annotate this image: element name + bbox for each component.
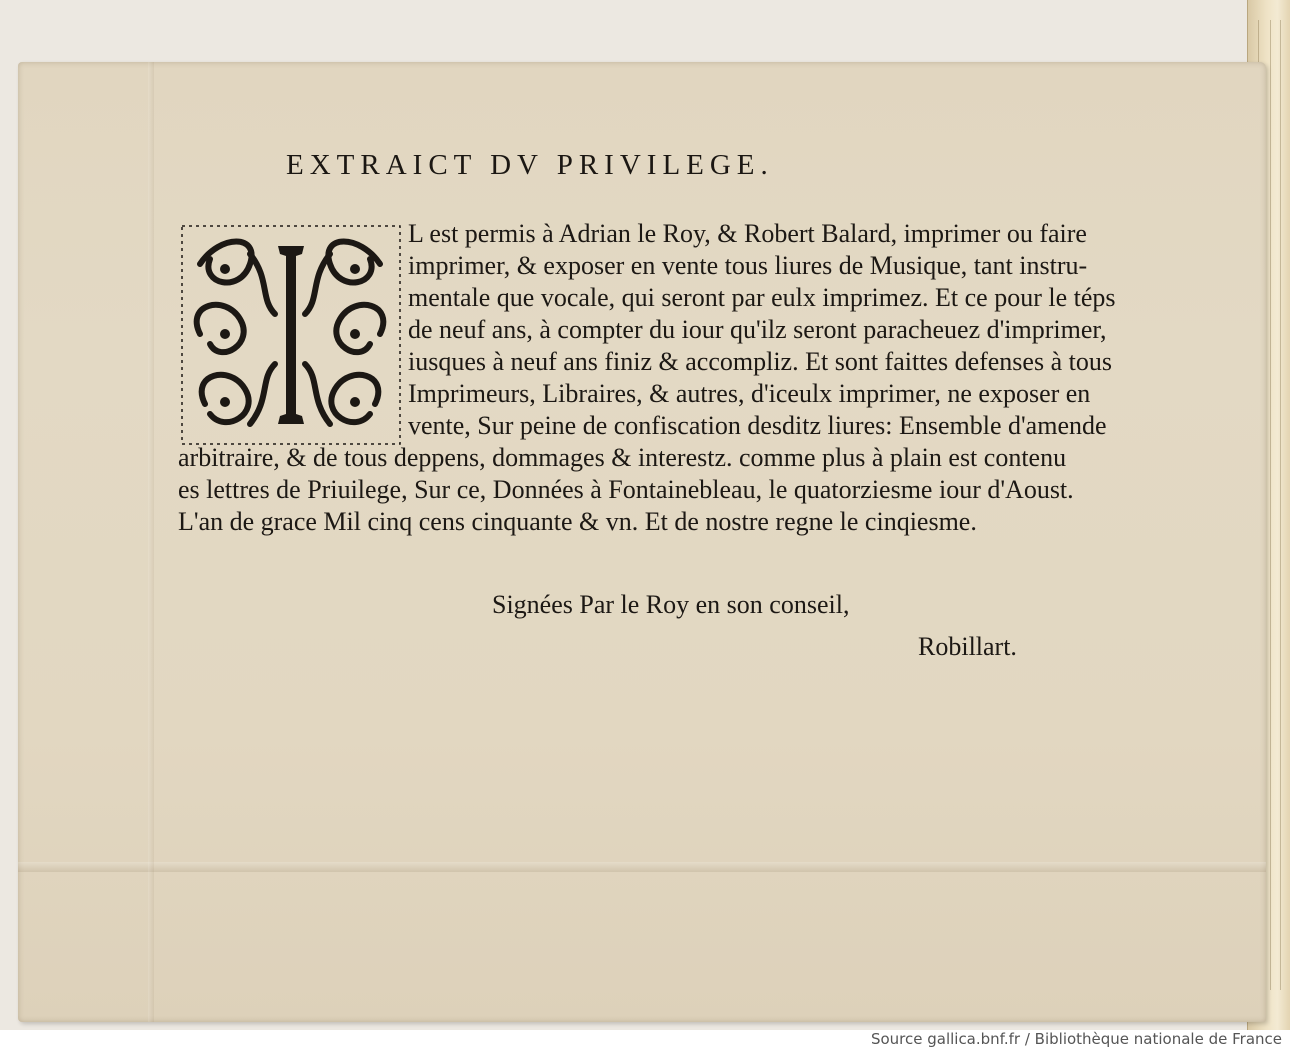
text-line: de neuf ans, à compter du iour qu'ilz seront paracheuez d'imprimer, xyxy=(408,315,1107,344)
text-line: imprimer, & exposer en vente tous liures de Musique, tant instru- xyxy=(408,251,1088,280)
text-line: arbitraire, & de tous deppens, dommages & interestz. comme plus à plain est contenu xyxy=(178,443,1067,472)
text-line: es lettres de Priuilege, Sur ce, Données à Fontainebleau, le quatorziesme iour d'Aoust. xyxy=(178,475,1074,504)
source-bar xyxy=(0,1030,1290,1054)
text-line: L est permis à Adrian le Roy, & Robert Balard, imprimer ou faire xyxy=(408,219,1087,248)
document-title: EXTRAICT DV PRIVILEGE. xyxy=(286,149,774,181)
signer-name: Robillart. xyxy=(918,632,1017,661)
signature-line: Signées Par le Roy en son conseil, xyxy=(492,590,850,619)
privilege-text xyxy=(178,218,1258,538)
text-line: L'an de grace Mil cinq cens cinquante & vn. Et de nostre regne le cinqiesme. xyxy=(178,507,977,536)
source-credit: Source gallica.bnf.fr / Bibliothèque nationale de France xyxy=(870,1030,1282,1048)
page-edge-line xyxy=(1270,20,1271,990)
text-line: iusques à neuf ans finiz & accompliz. Et sont faittes defenses à tous xyxy=(408,347,1112,376)
page-fold xyxy=(18,862,1266,872)
document-page xyxy=(18,62,1266,1022)
text-line: vente, Sur peine de confiscation desditz liures: Ensemble d'amende xyxy=(408,411,1107,440)
page-fold-vertical xyxy=(148,62,154,1022)
text-line: mentale que vocale, qui seront par eulx imprimez. Et ce pour le téps xyxy=(408,283,1116,312)
text-line: Imprimeurs, Libraires, & autres, d'iceulx imprimer, ne exposer en xyxy=(408,379,1091,408)
page-edge-line xyxy=(1280,20,1281,990)
